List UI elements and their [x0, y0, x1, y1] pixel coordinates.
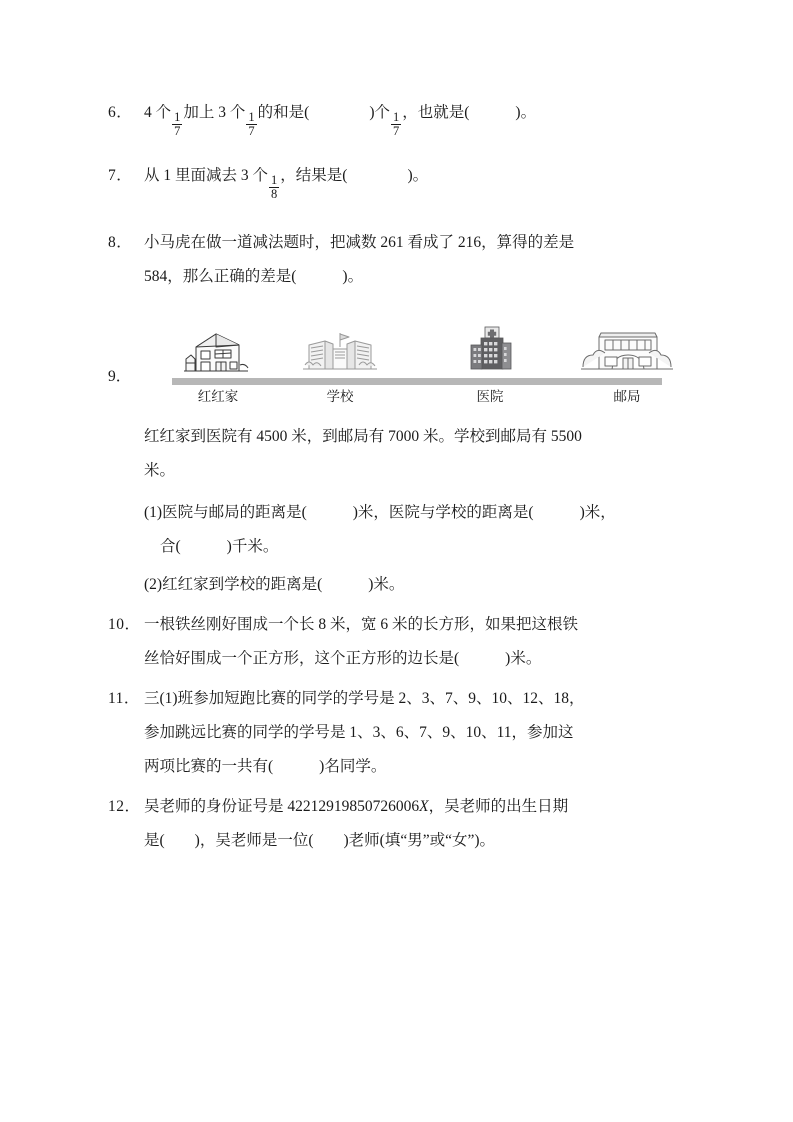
q10-line-2-b: )米。	[505, 649, 542, 667]
q6-text-a: 4 个	[144, 104, 172, 121]
q6-text-b: 加上 3 个	[183, 104, 246, 121]
q7-text-b: ，结果是(	[280, 166, 348, 184]
q9-1-line-2-a: 合(	[160, 537, 181, 555]
question-6-body	[144, 96, 688, 139]
q11-answer-blank[interactable]	[273, 750, 319, 784]
q12-id-number: 42212919850726006	[287, 797, 420, 815]
q9-2-text-a: 红红家到学校的距离是(	[162, 575, 323, 593]
hospital-icon	[459, 325, 521, 380]
q9-1-line-2-b: )千米。	[226, 537, 279, 555]
location-home-label: 红红家	[197, 388, 239, 404]
q6-text-e: ，也就是(	[402, 104, 470, 121]
q9-desc-line-2: 米。	[144, 461, 176, 479]
q6-answer-blank-2[interactable]	[469, 96, 515, 130]
q12-line-2-b: )，吴老师是一位(	[194, 831, 314, 849]
house-icon	[182, 329, 254, 380]
location-school	[294, 320, 386, 406]
locations-diagram	[144, 320, 688, 406]
question-7	[108, 159, 688, 202]
question-10-body	[144, 608, 688, 676]
q12-line-2-c: )老师(填“男”或“女”)。	[343, 831, 496, 849]
q9-1-answer-blank-3[interactable]	[181, 530, 227, 564]
q6-fraction-2: $\frac{1}{7}$	[248, 110, 255, 138]
q8-line-2-b: )。	[342, 267, 364, 285]
q6-text-c: 的和是(	[257, 104, 310, 121]
question-6-number: 6．	[108, 104, 133, 121]
question-11	[108, 682, 688, 784]
q9-2-answer-blank[interactable]	[322, 568, 368, 602]
q6-answer-blank-1[interactable]	[309, 96, 369, 130]
q9-2-marker: (2)	[144, 575, 163, 593]
question-8	[108, 226, 688, 294]
location-hospital-label: 医院	[476, 388, 504, 404]
question-9-description	[108, 420, 688, 488]
question-10	[108, 608, 688, 676]
q7-text-c: )。	[407, 166, 429, 184]
q6-text-f: )。	[515, 104, 537, 121]
q12-text-a: 吴老师的身份证号是	[144, 797, 288, 815]
q9-desc-line-1: 红红家到医院有 4500 米，到邮局有 7000 米。学校到邮局有 5500	[144, 427, 582, 445]
question-11-body	[144, 682, 688, 784]
question-6	[108, 96, 688, 139]
q10-line-1: 一根铁丝刚好围成一个长 8 米，宽 6 米的长方形，如果把这根铁	[144, 615, 579, 633]
post-office-icon	[579, 327, 675, 380]
q12-text-b: ，吴老师的出生日期	[428, 797, 569, 815]
q7-fraction-1: $\frac{1}{8}$	[271, 173, 278, 201]
q11-line-1: 三(1)班参加短跑比赛的同学的学号是 2、3、7、9、10、12、18，	[144, 689, 585, 707]
q9-1-text-a: 医院与邮局的距离是(	[162, 503, 307, 521]
q6-fraction-1: $\frac{1}{7}$	[174, 110, 181, 138]
question-12	[108, 790, 688, 858]
location-hospital	[444, 320, 536, 406]
location-home	[172, 320, 264, 406]
question-10-number: 10．	[108, 615, 141, 633]
question-7-number: 7．	[108, 166, 133, 184]
q6-fraction-3: $\frac{1}{7}$	[393, 110, 400, 138]
q11-line-2: 参加跳远比赛的同学的学号是 1、3、6、7、9、10、11，参加这	[144, 723, 574, 741]
q6-text-d: )个	[369, 104, 390, 121]
q7-text-a: 从 1 里面减去 3 个	[144, 166, 269, 184]
q12-id-check-char: X	[419, 797, 429, 815]
question-9-number: 9．	[108, 367, 132, 385]
question-12-number: 12．	[108, 797, 141, 815]
location-post-office	[572, 320, 682, 406]
q8-line-1: 小马虎在做一道减法题时，把减数 261 看成了 216，算得的差是	[144, 233, 575, 251]
question-7-body	[144, 159, 688, 202]
q12-answer-blank-1[interactable]	[165, 824, 195, 858]
q9-2-text-b: )米。	[368, 575, 405, 593]
q7-answer-blank[interactable]	[347, 159, 407, 193]
q9-1-text-c: )米，	[579, 503, 616, 521]
q8-line-2-a: 584，那么正确的差是(	[144, 267, 297, 285]
question-9-sub-1	[108, 496, 688, 564]
question-9-sub-2	[108, 568, 688, 602]
q9-1-answer-blank-2[interactable]	[534, 496, 580, 530]
question-8-body	[144, 226, 688, 294]
q9-1-answer-blank-1[interactable]	[307, 496, 353, 530]
q9-1-marker: (1)	[144, 503, 163, 521]
q12-answer-blank-2[interactable]	[314, 824, 344, 858]
location-school-label: 学校	[326, 388, 354, 404]
question-11-number: 11．	[108, 689, 140, 707]
question-12-body	[144, 790, 688, 858]
questions-container	[108, 96, 688, 864]
location-post-office-label: 邮局	[613, 388, 641, 404]
q12-line-2-a: 是(	[144, 831, 165, 849]
question-9	[108, 320, 688, 406]
q10-answer-blank[interactable]	[459, 642, 505, 676]
question-8-number: 8．	[108, 233, 133, 251]
school-icon	[303, 329, 377, 380]
q9-1-text-b: )米，医院与学校的距离是(	[352, 503, 534, 521]
q11-line-3-b: )名同学。	[319, 757, 387, 775]
q10-line-2-a: 丝恰好围成一个正方形，这个正方形的边长是(	[144, 649, 460, 667]
q8-answer-blank[interactable]	[296, 260, 342, 294]
q11-line-3-a: 两项比赛的一共有(	[144, 757, 274, 775]
